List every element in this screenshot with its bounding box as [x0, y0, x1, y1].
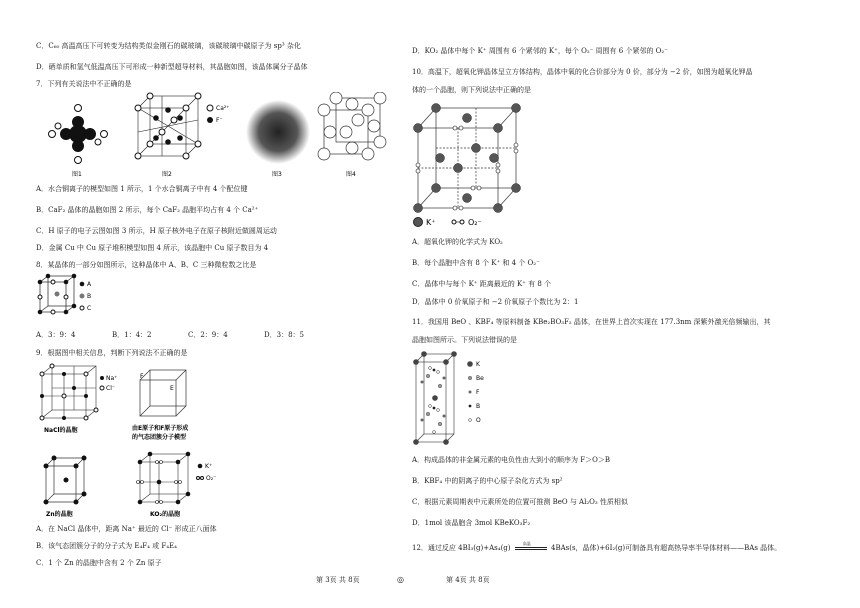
- q9-figures: [36, 362, 236, 522]
- q8-option-a: A．3：9：4: [36, 331, 76, 339]
- q8-option-d: D．3：8：5: [264, 331, 304, 339]
- q12-stem-suffix: 4BAs(s，晶体)+6I₂(g)可制备具有超高热导率半导体材料——BAs 晶体。: [550, 544, 782, 552]
- q7-option-a: A．水合铜离子的模型如图 1 所示，1 个水合铜离子中有 4 个配位键: [36, 185, 248, 193]
- q11-legend-be: Be: [476, 375, 484, 382]
- q7-option-d: D．金属 Cu 中 Cu 原子堆积模型如图 4 所示，该晶胞中 Cu 原子数目为 4: [36, 244, 269, 252]
- q12-reaction-arrow: [513, 541, 549, 552]
- q8-legend-c-icon: [80, 306, 84, 310]
- q7-ca-legend-icon: [207, 105, 213, 111]
- q9-nacl-legend-cl: Cl⁻: [106, 385, 116, 392]
- q11-figure: [410, 348, 520, 448]
- q11-legend-b: B: [476, 403, 481, 410]
- q7-figures: [34, 92, 394, 180]
- q9-ef-label-f: F: [140, 373, 144, 380]
- q11-o-legend-icon: [469, 419, 472, 422]
- q8-legend-a-icon: [80, 282, 85, 287]
- q9-ko2-caption: KO₂的晶胞: [150, 511, 181, 518]
- q11-legend-f: F: [476, 389, 480, 396]
- q11-option-b: B．KBF₄ 中的阴离子的中心原子杂化方式为 sp²: [412, 477, 563, 485]
- q10-option-d: D．晶体中 0 价氧原子和 −2 价氧原子个数比为 2：1: [412, 298, 579, 306]
- q9-nacl-caption: NaCl的晶胞: [44, 427, 78, 434]
- q9-ko2-legend-o2: O₂⁻: [206, 475, 217, 482]
- q7-fig1-image: [49, 105, 108, 164]
- q10-option-a: A．超氧化钾的化学式为 KO₂: [412, 238, 503, 246]
- q9-nacl-legend-na: Na⁺: [106, 375, 118, 382]
- q11-be-legend-icon: [468, 376, 472, 380]
- q7-fig3-label: 图3: [272, 171, 282, 178]
- q9-k-legend-icon: [198, 464, 203, 469]
- q9-ef-cluster: [140, 370, 186, 416]
- q12-condition: 高温: [522, 541, 531, 546]
- q9-ko2-cell: [140, 454, 188, 502]
- q9-option-a: A．在 NaCl 晶体中，距离 Na⁺ 最近的 Cl⁻ 形成正八面体: [36, 525, 217, 533]
- q7-legend-ca: Ca²⁺: [216, 105, 230, 112]
- q12-stem: [412, 541, 782, 553]
- q11-stem-line2: 晶胞如图所示。下列说法错误的是: [412, 336, 517, 344]
- q7-fig4-label: 图4: [346, 171, 356, 178]
- footer-left-page: 第 3页 共 8页: [316, 576, 360, 584]
- q9-o2-legend-icon: [197, 477, 200, 480]
- q11-legend-k: K: [476, 361, 480, 368]
- q10-stem-line2: 体的一个晶胞，则下列说法中正确的是: [412, 86, 531, 94]
- q9-ef-caption-line2: 的气态团簇分子模型: [132, 434, 187, 441]
- q8-option-c: C．2：9：4: [188, 331, 228, 339]
- q10-k-legend-icon: [414, 218, 423, 227]
- q10-figure: [410, 98, 530, 228]
- q9-stem: 9．根据图中相关信息，判断下列说法不正确的是: [36, 349, 188, 357]
- q7-legend-f: F⁻: [216, 117, 223, 124]
- q10-option-b: B．每个晶胞中含有 8 个 K⁺ 和 4 个 O₂⁻: [412, 259, 540, 267]
- q7-fig4-image: [318, 92, 386, 160]
- q11-option-a: A．构成晶体的非金属元素的电负性由大到小的顺序为 F＞O＞B: [412, 456, 611, 464]
- q9-na-legend-icon: [100, 376, 104, 380]
- q9-ko2-legend-k: K⁺: [205, 463, 213, 470]
- q12-stem-prefix: 12．通过反应 4BI₃(g)+As₄(g): [412, 544, 511, 552]
- q7-fig1-label: 图1: [72, 171, 82, 178]
- q11-f-legend-icon: [469, 391, 472, 394]
- q8-figure: [36, 272, 106, 322]
- q11-legend-o: O: [476, 417, 481, 424]
- q8-stem: 8．某晶体的一部分如图所示，这种晶体中 A、B、C 三种微粒数之比是: [36, 261, 257, 269]
- q11-b-legend-icon: [469, 405, 472, 408]
- q7-option-c: C．H 原子的电子云图如图 3 所示，H 原子核外电子在原子核附近做圆周运动: [36, 227, 277, 235]
- q7-option-b: B．CaF₂ 晶体的晶胞如图 2 所示，每个 CaF₂ 晶胞平均占有 4 个 Ca²⁺: [36, 206, 259, 214]
- q11-option-d: D．1mol 该晶胞含 3mol KBeKO₃F₂: [412, 519, 531, 527]
- q7-fig3-image: [246, 100, 310, 164]
- q9-ef-label-e: E: [170, 385, 174, 392]
- q11-stem-line1: 11．我国用 BeO 、KBF₄ 等原料制备 KBe₂BO₃F₂ 晶体，在世界上首次实现在 177.3nm 深紫外激光倍频输出，其: [412, 318, 771, 326]
- q8-legend-b-icon: [80, 294, 85, 299]
- q10-stem-line1: 10．高温下，超氧化钾晶体呈立方体结构，晶体中氧的化合价部分为 0 价，部分为 −2 价，如图为超氧化钾晶: [412, 68, 753, 76]
- q10-option-c: C．晶体中与每个 K⁺ 距离最近的 K⁺ 有 8 个: [412, 280, 552, 288]
- footer-right-page: 第 4页 共 8页: [446, 576, 490, 584]
- q10-o2-legend-icon: [452, 220, 456, 224]
- q7-stem: 7．下列有关说法中不正确的是: [36, 80, 132, 88]
- q10-legend-o2: O₂⁻: [468, 218, 482, 227]
- q9-option-c: C．1 个 Zn 的晶胞中含有 2 个 Zn 原子: [36, 559, 162, 567]
- q6-option-d: D．硒单质和氢气低温高压下可形成一种新型超导材料，其晶胞如图，该晶体属分子晶体: [36, 63, 308, 71]
- q6-option-c: C．C₆₀ 高温高压下可转变为结构类似金刚石的碳玻璃，该碳玻璃中碳原子为 sp³ 杂化: [36, 42, 301, 50]
- q8-legend-c: C: [87, 305, 92, 312]
- q11-option-c: C．根据元素周期表中元素所处的位置可推测 BeO 与 Al₂O₃ 性质相似: [412, 498, 628, 506]
- q7-f-legend-icon: [207, 117, 213, 123]
- q8-legend-b: B: [87, 293, 92, 300]
- q9-zn-caption: Zn的晶胞: [46, 511, 73, 518]
- q9-option-b: B．该气态团簇分子的分子式为 E₄F₄ 或 F₄E₄: [36, 542, 177, 550]
- q7-fig2-label: 图2: [162, 171, 172, 178]
- q8-legend-a: A: [87, 281, 92, 288]
- binding-circle-icon: ◎: [397, 575, 404, 584]
- q8-option-b: B．1：4：2: [112, 331, 152, 339]
- q9-ef-caption-line1: 由E原子和F原子形成: [132, 425, 189, 432]
- q10-legend-k: K⁺: [426, 218, 436, 227]
- q9-cl-legend-icon: [100, 386, 104, 390]
- q11-k-legend-icon: [467, 361, 473, 367]
- q9-option-d: D．KO₂ 晶体中每个 K⁺ 周围有 6 个紧邻的 K⁺，每个 O₂⁻ 周围有 6 个紧邻的 O₂⁻: [412, 47, 668, 55]
- q7-fig2-image: [138, 96, 198, 156]
